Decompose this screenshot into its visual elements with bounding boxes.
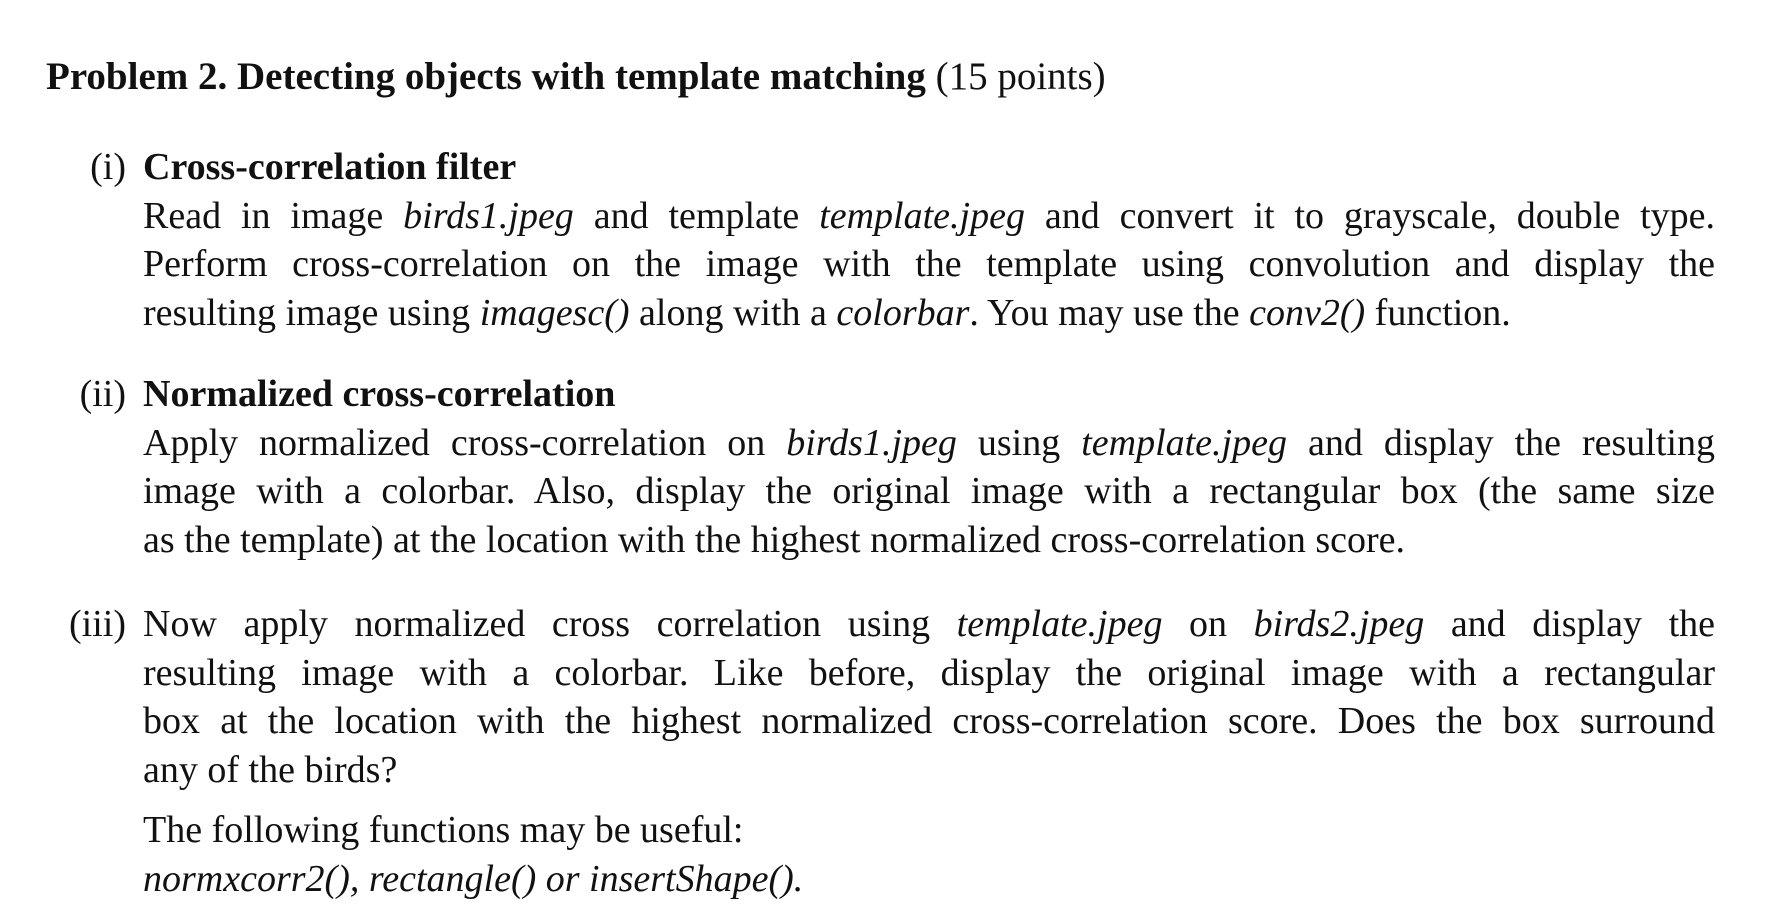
filename-or-function: template.jpeg bbox=[956, 603, 1163, 645]
paragraph-line: Apply normalized cross-correlation on birds1.jpeg using template.jpeg and display the resulting bbox=[143, 421, 1715, 464]
part-label: (i) bbox=[90, 146, 126, 188]
problem-title bbox=[46, 52, 1106, 102]
paragraph-line: Read in image birds1.jpeg and template template.jpeg and convert it to grayscale, double type. bbox=[143, 194, 1715, 237]
paragraph-line: resulting image using imagesc() along with a colorbar. You may use the conv2() function. bbox=[143, 291, 1511, 334]
paragraph-line: as the template) at the location with the highest normalized cross-correlation score. bbox=[143, 518, 1405, 561]
paragraph-line: resulting image with a colorbar. Like before, display the original image with a rectangular bbox=[143, 651, 1715, 694]
part-heading: Normalized cross-correlation bbox=[143, 373, 616, 415]
hint-intro: The following functions may be useful: bbox=[143, 809, 744, 851]
part-label: (ii) bbox=[79, 373, 126, 415]
problem-title-bold: Problem 2. Detecting objects with template matching bbox=[46, 55, 926, 98]
part-body bbox=[143, 600, 1715, 794]
part-paragraph bbox=[143, 600, 1715, 794]
filename-or-function: birds1.jpeg bbox=[403, 194, 574, 237]
part-body bbox=[143, 370, 1715, 564]
paragraph-line: box at the location with the highest normalized cross-correlation score. Does the box surround bbox=[143, 700, 1715, 742]
part-heading: Cross-correlation filter bbox=[143, 146, 517, 188]
problem-points: (15 points) bbox=[935, 55, 1106, 98]
filename-or-function: template.jpeg bbox=[1081, 421, 1287, 464]
part-label: (iii) bbox=[69, 603, 126, 645]
hint-functions: normxcorr2(), rectangle() or insertShape(). bbox=[143, 858, 804, 900]
paragraph-line: Perform cross-correlation on the image with the template using convolution and display the bbox=[143, 243, 1715, 285]
filename-or-function: imagesc() bbox=[479, 291, 630, 334]
hint-block bbox=[143, 806, 803, 904]
filename-or-function: colorbar bbox=[836, 291, 970, 334]
filename-or-function: template.jpeg bbox=[819, 194, 1025, 237]
paragraph-line: Now apply normalized cross correlation using template.jpeg on birds2.jpeg and display the bbox=[143, 603, 1716, 645]
paragraph-line: any of the birds? bbox=[143, 748, 398, 791]
part-body bbox=[143, 143, 1715, 337]
part-paragraph bbox=[143, 419, 1715, 565]
filename-or-function: conv2() bbox=[1249, 291, 1366, 334]
filename-or-function: birds2.jpeg bbox=[1253, 603, 1425, 645]
part-paragraph bbox=[143, 192, 1715, 338]
filename-or-function: birds1.jpeg bbox=[786, 421, 957, 464]
paragraph-line: image with a colorbar. Also, display the original image with a rectangular box (the same size bbox=[143, 470, 1715, 512]
